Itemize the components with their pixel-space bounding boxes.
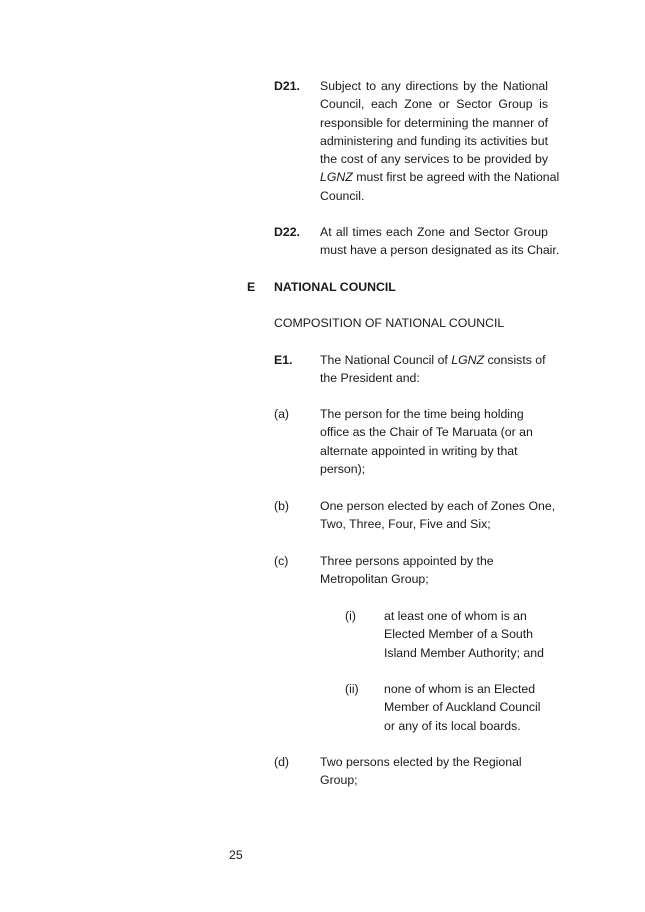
item-a-text [320,405,533,478]
clause-d21-line: administering and funding its activities but [320,133,548,148]
item-d-text [320,753,522,790]
page-number: 25 [229,848,243,862]
clause-d22-line: must have a person designated as its Chair. [320,243,560,258]
clause-number-d21: D21. [274,79,300,93]
item-ii-text [384,680,541,735]
item-c-text [320,552,494,589]
item-line: One person elected by each of Zones One, [320,499,556,513]
clause-d21-line: Council. [320,188,365,203]
item-line: The person for the time being holding [320,407,524,421]
item-line: Two, Three, Four, Five and Six; [320,517,491,532]
item-label-ii: (ii) [345,682,359,696]
clause-d21-text [320,77,560,205]
clause-d22-line: At all times each Zone and Sector Group [320,225,548,239]
clause-e1-line-start: The National Council of [320,353,452,367]
item-line: alternate appointed in writing by that [320,443,518,458]
item-label-c: (c) [274,554,289,568]
clause-e1-line: the President and: [320,371,420,386]
item-line: Elected Member of a South [384,627,534,642]
clause-d21-line: Subject to any directions by the National [320,79,548,93]
section-letter: E [247,280,256,294]
clause-d22-text [320,223,560,260]
clause-e1-line-end: consists of [484,353,546,367]
item-label-a: (a) [274,407,290,421]
item-line: Three persons appointed by the [320,554,494,568]
item-line: Metropolitan Group; [320,572,429,587]
clause-d21-line: Council, each Zone or Sector Group is [320,97,548,112]
clause-e1-text [320,351,550,388]
clause-number-d22: D22. [274,225,300,239]
clause-d21-line [320,168,560,186]
item-label-b: (b) [274,499,290,513]
item-label-d: (d) [274,755,290,769]
item-line: person); [320,461,366,476]
item-line: at least one of whom is an [384,609,527,623]
item-line: office as the Chair of Te Maruata (or an [320,425,533,440]
section-title: NATIONAL COUNCIL [274,280,396,294]
item-b-text [320,497,555,534]
item-line: Island Member Authority; and [384,645,544,660]
lgnz-italic: LGNZ [320,170,353,185]
subheading: COMPOSITION OF NATIONAL COUNCIL [274,316,505,330]
clause-d21-line: responsible for determining the manner of [320,115,548,130]
item-label-i: (i) [345,609,356,623]
clause-e1-line [320,351,550,369]
clause-d21-line: the cost of any services to be provided by [320,152,548,167]
clause-number-e1: E1. [274,353,293,367]
lgnz-italic: LGNZ [451,353,485,367]
item-line: Member of Auckland Council [384,700,541,715]
item-line: Group; [320,773,358,788]
clause-d21-line-rest: must first be agreed with the National [352,170,560,185]
item-i-text [384,607,544,662]
item-line: or any of its local boards. [384,718,521,733]
item-line: none of whom is an Elected [384,682,536,696]
item-line: Two persons elected by the Regional [320,755,522,769]
